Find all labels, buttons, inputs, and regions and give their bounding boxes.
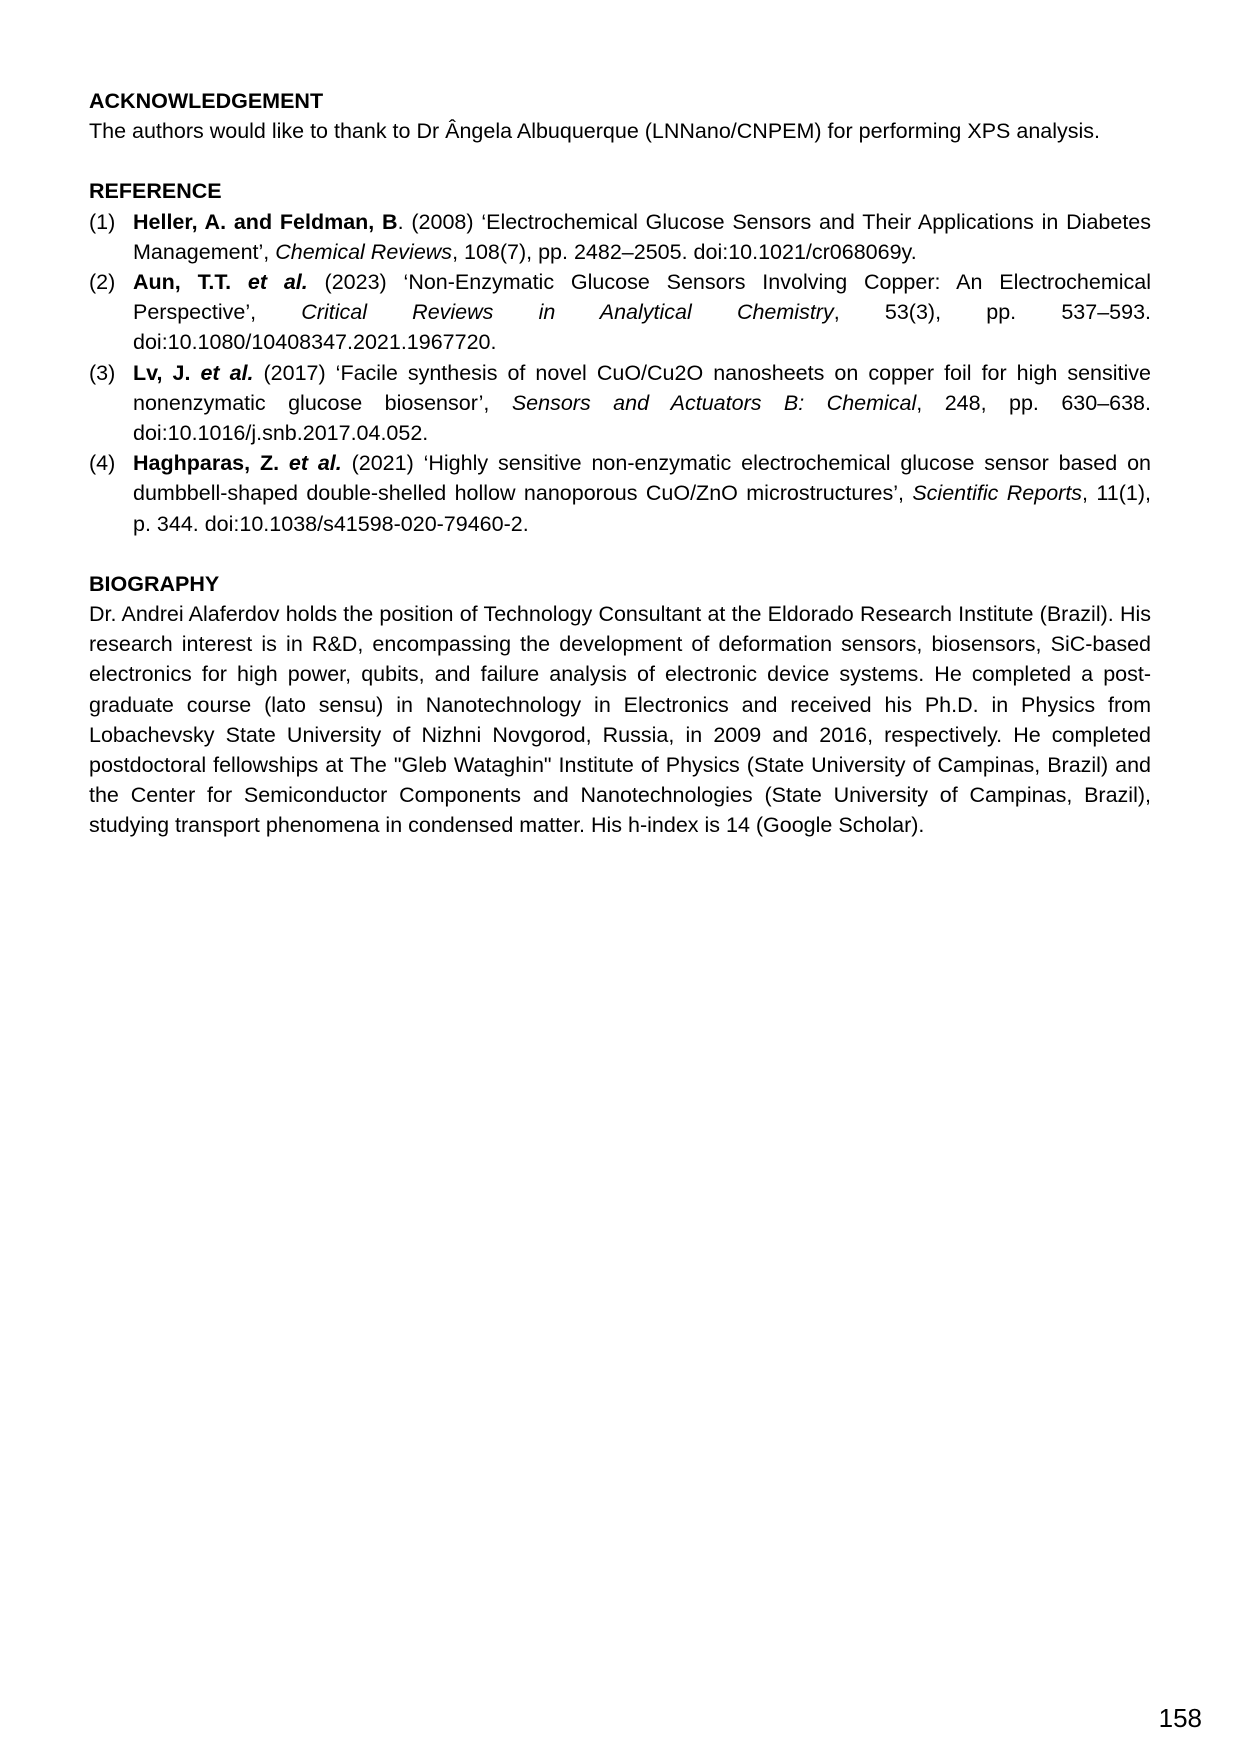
reference-citation: (2021) ‘Highly sensitive non-enzymatic electrochemical glucose sensor based on dumbbell-shaped double-shelled hollow nanoporous CuO/ZnO microstructures’, (133, 451, 1151, 506)
reference-number: (3) (89, 360, 116, 385)
biography-heading: BIOGRAPHY (89, 571, 220, 596)
reference-et-al: et al. (288, 451, 342, 476)
reference-et-al: et al. (200, 360, 254, 385)
reference-details: , 11(1), p. 344. doi:10.1038/s41598-020-79460-2. (133, 481, 1151, 536)
reference-number: (2) (89, 270, 116, 295)
document-page (89, 86, 1151, 841)
reference-citation: (2017) ‘Facile synthesis of novel CuO/Cu2O nanosheets on copper foil for high sensitive nonenzymatic glucose biosensor’, (133, 360, 1151, 415)
acknowledgement-text: The authors would like to thank to Dr Ângela Albuquerque (LNNano/CNPEM) for performing XPS analysis. (89, 119, 1101, 144)
biography-text: Dr. Andrei Alaferdov holds the position of Technology Consultant at the Eldorado Research Institute (Brazil). His research interest is in R&D, encompassing the development of deformation sensors, biosensors, SiC-based electronics for high power, qubits, and failure analysis of electronic device systems. He completed a post-graduate course (lato sensu) in Nanotechnology in Electronics and received his Ph.D. in Physics from Lobachevsky State University of Nizhni Novgorod, Russia, in 2009 and 2016, respectively. He completed postdoctoral fellowships at The "Gleb Wataghin" Institute of Physics (State University of Campinas, Brazil) and the Center for Semiconductor Components and Nanotechnologies (State University of Campinas, Brazil), studying transport phenomena in condensed matter. His h-index is 14 (Google Scholar). (89, 602, 1151, 838)
reference-details: , 108(7), pp. 2482–2505. doi:10.1021/cr068069y. (452, 239, 917, 264)
reference-heading: REFERENCE (89, 179, 222, 204)
reference-journal: Critical Reviews in Analytical Chemistry (301, 300, 834, 325)
reference-authors: Aun, T.T. (133, 270, 232, 295)
reference-citation: (2023) ‘Non-Enzymatic Glucose Sensors Involving Copper: An Electrochemical Perspective’, (133, 270, 1151, 325)
reference-journal: Chemical Reviews (275, 239, 453, 264)
reference-item (89, 448, 1151, 539)
reference-number: (4) (89, 451, 116, 476)
reference-item (89, 267, 1151, 358)
reference-journal: Sensors and Actuators B: Chemical (511, 390, 917, 415)
reference-journal: Scientific Reports (912, 481, 1083, 506)
reference-authors: Haghparas, Z. (133, 451, 280, 476)
page-number: 158 (1158, 1703, 1202, 1733)
reference-item (89, 358, 1151, 449)
reference-number: (1) (89, 209, 116, 234)
reference-citation: . (2008) ‘Electrochemical Glucose Sensors and Their Applications in Diabetes Management’, (133, 209, 1152, 264)
reference-item (89, 207, 1151, 267)
reference-authors: Lv, J. (133, 360, 191, 385)
acknowledgement-heading: ACKNOWLEDGEMENT (89, 89, 324, 113)
reference-details: , 248, pp. 630–638. doi:10.1016/j.snb.2017.04.052. (133, 390, 1151, 446)
reference-list (89, 207, 1151, 539)
reference-authors: Heller, A. and Feldman, B (133, 209, 398, 234)
reference-et-al: et al. (247, 270, 308, 295)
reference-details: , 53(3), pp. 537–593. doi:10.1080/10408347.2021.1967720. (133, 300, 1152, 355)
